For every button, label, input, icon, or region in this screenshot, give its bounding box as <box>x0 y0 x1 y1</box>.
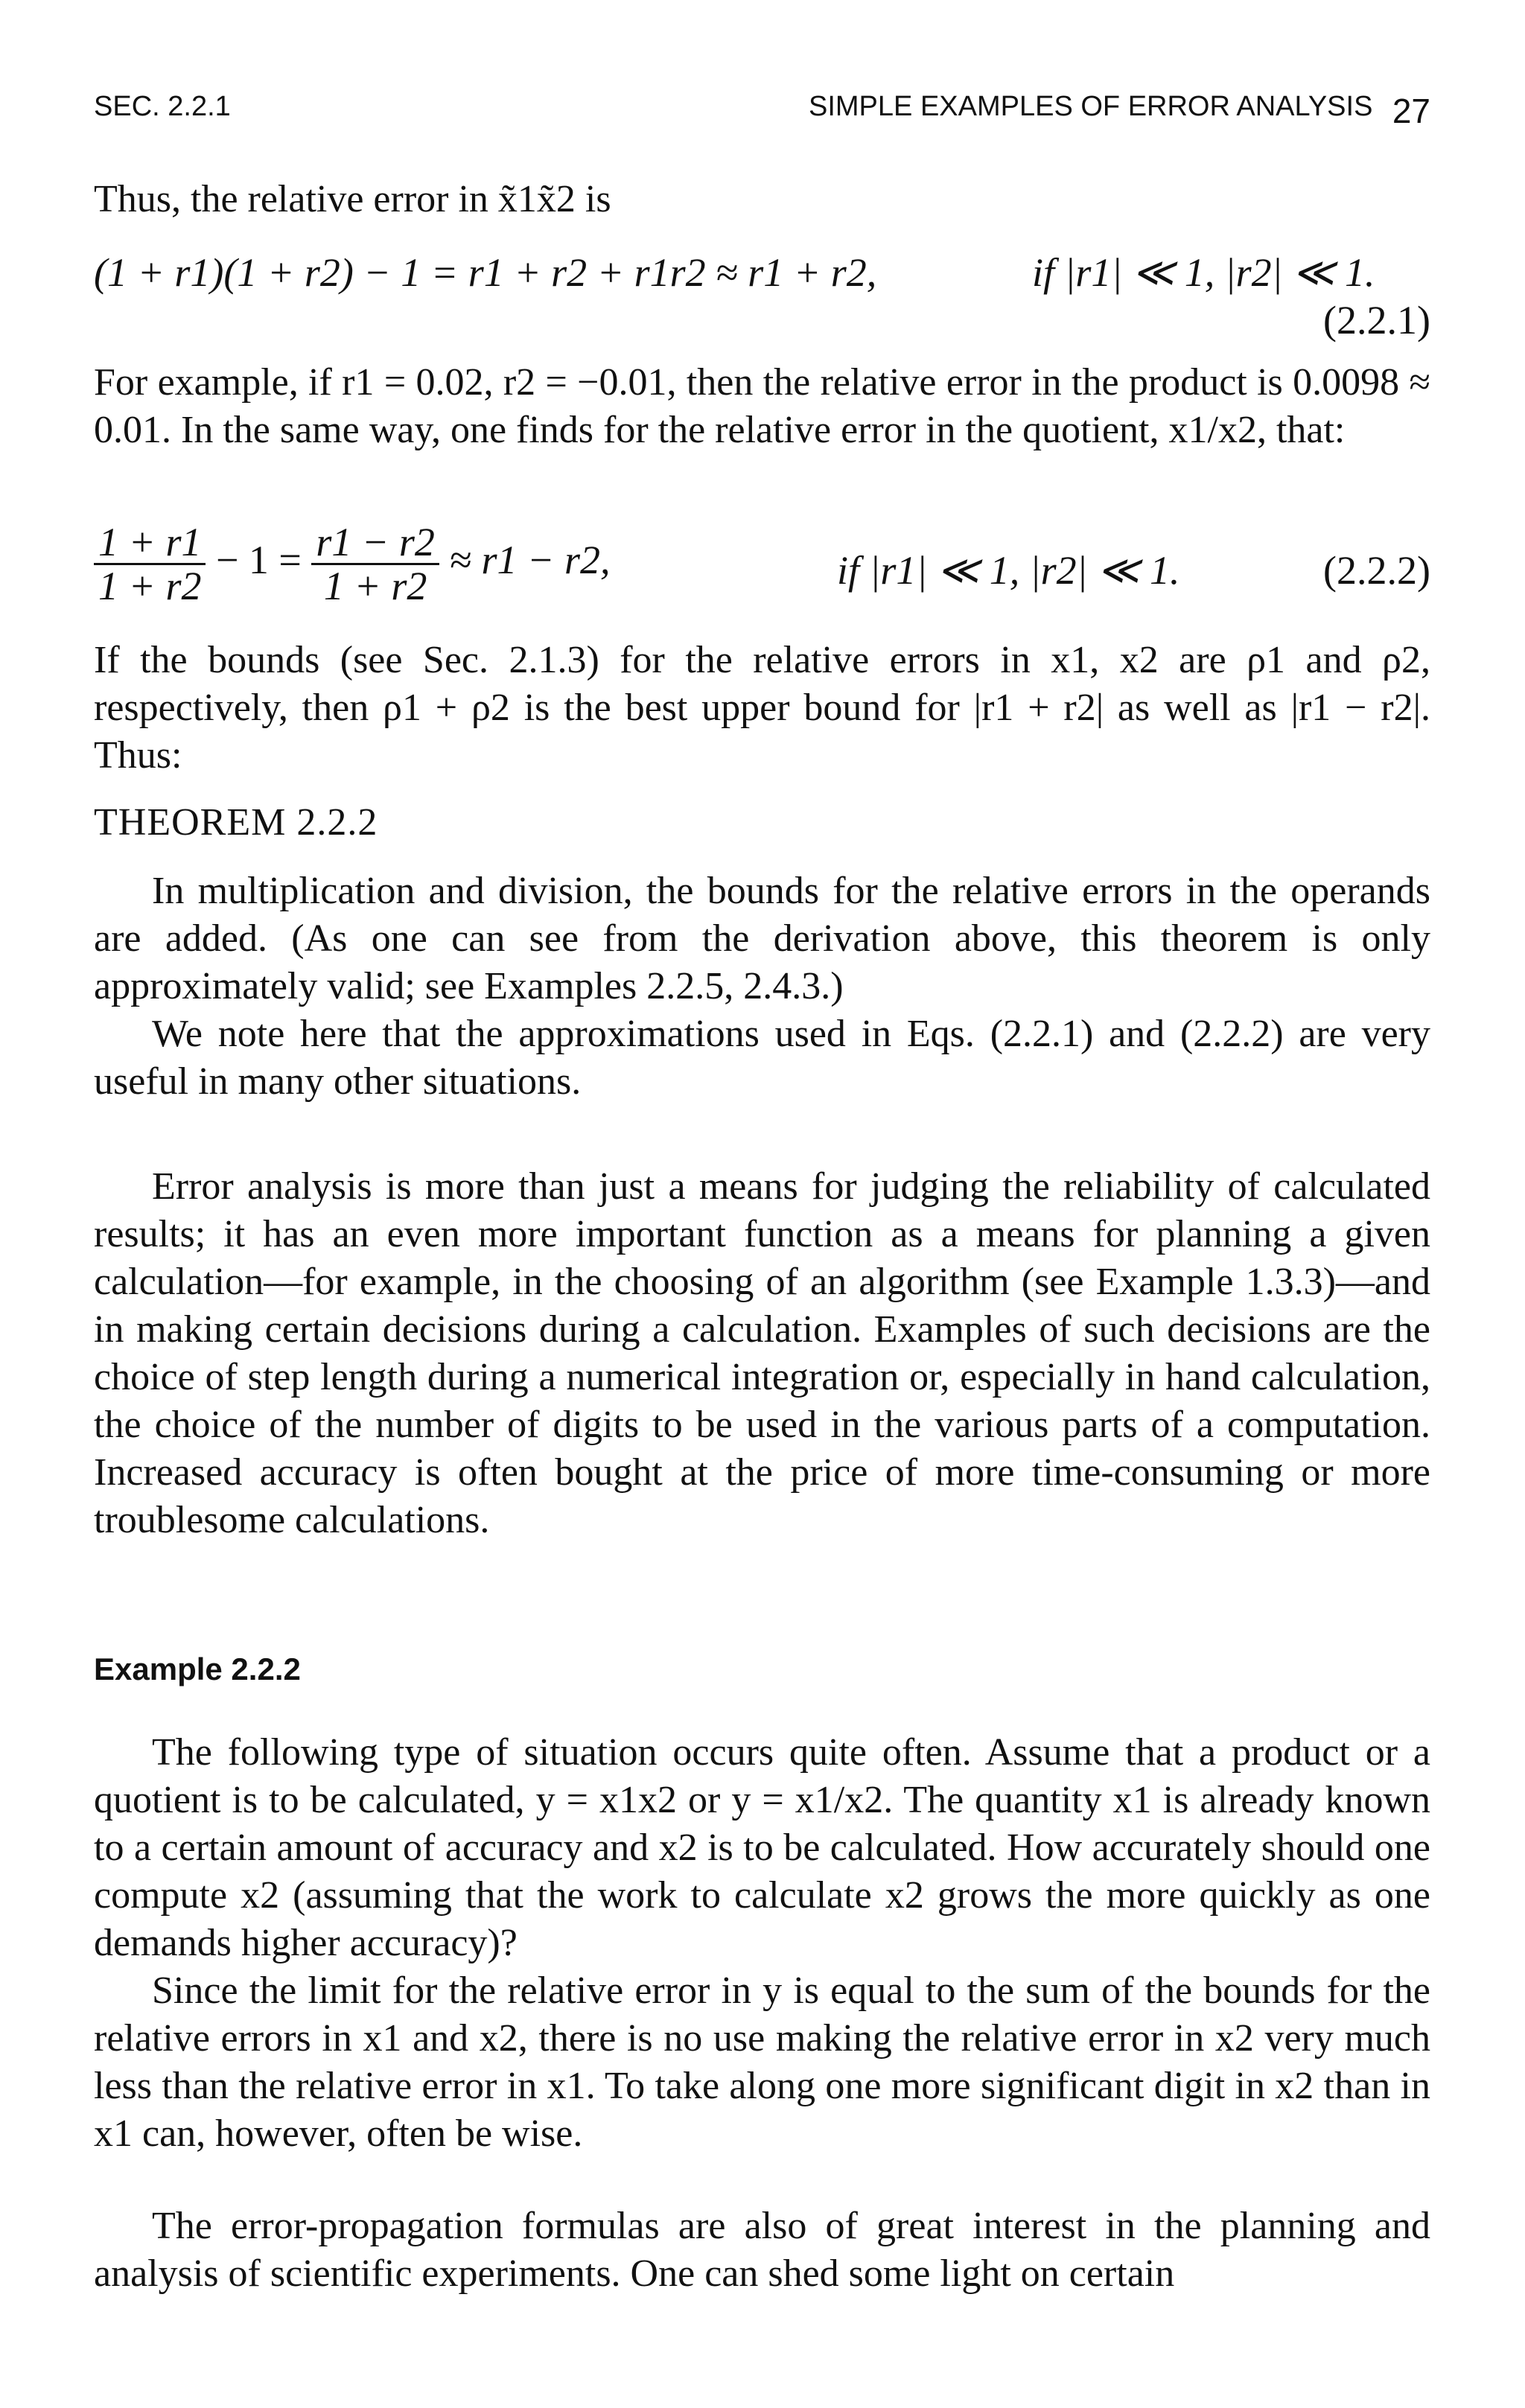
equation-number-row <box>94 296 1430 344</box>
fraction-right <box>311 521 439 607</box>
paragraph-example: For example, if r1 = 0.02, r2 = −0.01, then the relative error in the product is 0.0098 ≈ 0.01. In the same way, one finds for the relative error in the quotient, x1/x2, that: <box>94 361 1430 451</box>
paragraph-intro: Thus, the relative error in x̃1x̃2 is <box>94 178 611 220</box>
theorem-title: THEOREM 2.2.2 <box>94 801 378 844</box>
paragraph-situation: The following type of situation occurs quite often. Assume that a product or a quotient is to be calculated, y = x1x2 or y = x1/x2. The quantity x1 is already known to a certain amount of accuracy and x2 is to be calculated. How accurately should one compute x2 (assuming that the work to calculate x2 grows the more quickly as one demands higher accuracy)? <box>94 1731 1430 1964</box>
chapter-title: SIMPLE EXAMPLES OF ERROR ANALYSIS <box>809 91 1373 122</box>
theorem-text: In multiplication and division, the bounds for the relative errors in the operands are added. (As one can see from the derivation above, this theorem is only approximately valid; see Examples 2.2.5, 2.4.3.) <box>94 870 1430 1007</box>
equation-number: (2.2.1) <box>1323 298 1430 343</box>
equation-condition: if |r1| ≪ 1, |r2| ≪ 1. <box>1032 250 1375 295</box>
equation-number: (2.2.2) <box>1323 548 1430 593</box>
equation-2-2-1 <box>94 249 1430 296</box>
equation-rhs: ≈ r1 − r2, <box>449 537 611 582</box>
paragraph-experiments: The error-propagation formulas are also of great interest in the planning and analysis of scientific experiments. One can shed some light on certain <box>94 2205 1430 2295</box>
equation-2-2-2 <box>94 521 1430 618</box>
paragraph-bounds: If the bounds (see Sec. 2.1.3) for the relative errors in x1, x2 are ρ1 and ρ2, respectively, then ρ1 + ρ2 is the best upper bound for |r1 + r2| as well as |r1 − r2|. Thus: <box>94 639 1430 777</box>
paragraph-note: We note here that the approximations used in Eqs. (2.2.1) and (2.2.2) are very useful in many other situations. <box>94 1013 1430 1103</box>
paragraph-limit: Since the limit for the relative error in y is equal to the sum of the bounds for the relative errors in x1 and x2, there is no use making the relative error in x2 very much less than the relative error in x1. To take along one more significant digit in x2 than in x1 can, however, often be wise. <box>94 1969 1430 2155</box>
page-number: 27 <box>1392 92 1430 130</box>
fraction-left-denominator: 1 + r2 <box>94 563 206 607</box>
fraction-right-denominator: 1 + r2 <box>311 563 439 607</box>
section-label: SEC. 2.2.1 <box>94 91 231 122</box>
fraction-left-numerator: 1 + r1 <box>98 520 202 564</box>
example-title: Example 2.2.2 <box>94 1651 301 1686</box>
equation-middle: − 1 = <box>215 537 302 582</box>
equation-condition: if |r1| ≪ 1, |r2| ≪ 1. <box>837 548 1180 593</box>
paragraph-error-analysis: Error analysis is more than just a means for judging the reliability of calculated results; it has an even more important function as a means for planning a given calculation—for example, in the choosing of an algorithm (see Example 1.3.3)—and in making certain decisions during a calculation. Examples of such decisions are the choice of step length during a numerical integration or, especially in hand calculation, the choice of the number of digits to be used in the various parts of a computation. Increased accuracy is often bought at the price of more time-consuming or more troublesome calculations. <box>94 1165 1430 1541</box>
equation-expression: (1 + r1)(1 + r2) − 1 = r1 + r2 + r1r2 ≈ r1 + r2, <box>94 250 877 295</box>
running-header <box>94 91 1430 136</box>
fraction-left <box>94 521 206 607</box>
fraction-right-numerator: r1 − r2 <box>316 520 435 564</box>
